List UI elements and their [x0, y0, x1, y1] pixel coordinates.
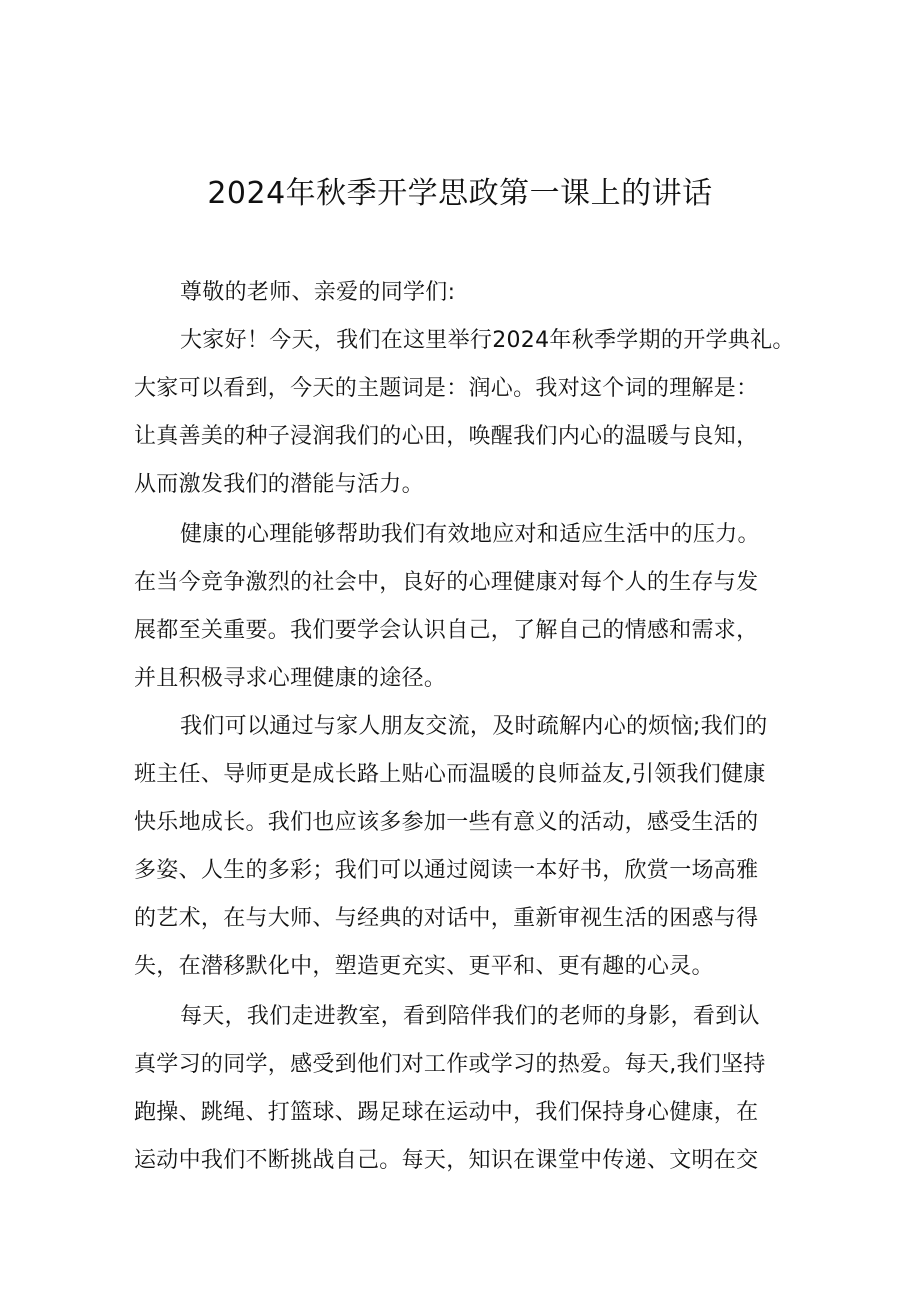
paragraph-line: 大家可以看到，今天的主题词是：润心。我对这个词的理解是：	[134, 376, 759, 401]
paragraph-line: 从而激发我们的潜能与活力。	[134, 472, 424, 497]
paragraph-line: 并且积极寻求心理健康的途径。	[134, 666, 447, 691]
paragraph-line: 在当今竞争激烈的社会中，良好的心理健康对每个人的生存与发	[134, 570, 759, 595]
paragraph-line: 我们可以通过与家人朋友交流，及时疏解内心的烦恼;我们的	[180, 714, 768, 739]
paragraph-line: 失，在潜移默化中，塑造更充实、更平和、更有趣的心灵。	[134, 954, 714, 979]
salutation-line: 尊敬的老师、亲爱的同学们:	[180, 280, 456, 305]
paragraph-line: 班主任、导师更是成长路上贴心而温暖的良师益友,引领我们健康	[134, 762, 766, 787]
paragraph-line: 的艺术，在与大师、与经典的对话中，重新审视生活的困惑与得	[134, 906, 759, 931]
paragraph-line: 运动中我们不断挑战自己。每天，知识在课堂中传递、文明在交	[134, 1148, 759, 1173]
paragraph-line: 多姿、人生的多彩；我们可以通过阅读一本好书，欣赏一场高雅	[134, 858, 759, 883]
paragraph-line: 快乐地成长。我们也应该多参加一些有意义的活动，感受生活的	[134, 810, 759, 835]
paragraph-line: 真学习的同学，感受到他们对工作或学习的热爱。每天,我们坚持	[134, 1052, 766, 1077]
paragraph-line: 展都至关重要。我们要学会认识自己，了解自己的情感和需求，	[134, 618, 759, 643]
paragraph-line: 每天，我们走进教室，看到陪伴我们的老师的身影，看到认	[180, 1004, 760, 1029]
paragraph-line: 健康的心理能够帮助我们有效地应对和适应生活中的压力。	[180, 522, 760, 547]
paragraph-line: 跑操、跳绳、打篮球、踢足球在运动中，我们保持身心健康，在	[134, 1100, 759, 1125]
paragraph-line: 让真善美的种子浸润我们的心田，唤醒我们内心的温暖与良知，	[134, 424, 759, 449]
document-title: 2024年秋季开学思政第一课上的讲话	[207, 176, 713, 211]
paragraph-line: 大家好！今天，我们在这里举行2024年秋季学期的开学典礼。	[180, 328, 795, 353]
